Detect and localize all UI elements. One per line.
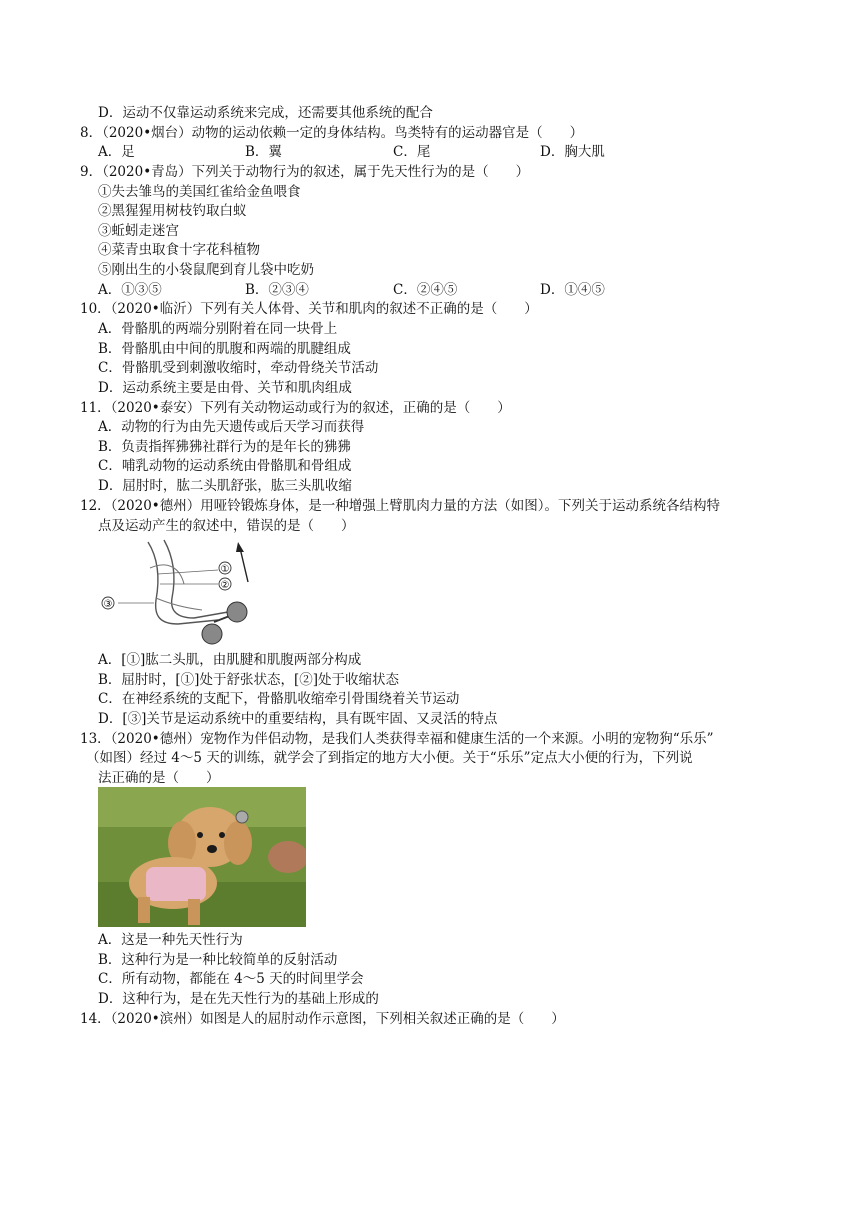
q9-option-b: B．②③④: [245, 282, 309, 298]
q11-option-b: B．负责指挥狒狒社群行为的是年长的狒狒: [98, 439, 351, 455]
q13-option-b: B．这种行为是一种比较简单的反射活动: [98, 952, 338, 968]
q13-option-c: C．所有动物，都能在 4～5 天的时间里学会: [98, 971, 364, 987]
q13-stem-line2: （如图）经过 4～5 天的训练，就学会了到指定的地方大小便。关于“乐乐”定点大小便的行为，下列说: [86, 750, 693, 766]
q13-stem-line3: 法正确的是（ ）: [98, 770, 220, 786]
figure-label-3: ③: [103, 599, 113, 610]
figure-label-1: ①: [220, 564, 230, 575]
arm-dumbbell-figure: [98, 538, 273, 650]
q12-option-c: C．在神经系统的支配下，骨骼肌收缩牵引骨围绕着关节运动: [98, 691, 460, 707]
q12-option-d: D．[③]关节是运动系统中的重要结构，具有既牢固、又灵活的特点: [98, 711, 498, 727]
q10-option-d: D．运动系统主要是由骨、关节和肌肉组成: [98, 380, 352, 396]
q9-statement-2: ②黑猩猩用树枝钓取白蚁: [98, 203, 247, 219]
q9-option-a: A．①③⑤: [98, 282, 162, 298]
q13-stem-line1: 13．（2020•德州）宠物作为伴侣动物，是我们人类获得幸福和健康生活的一个来源。小明的宠物狗“乐乐”: [80, 731, 714, 747]
q11-stem: 11．（2020•泰安）下列有关动物运动或行为的叙述，正确的是（ ）: [80, 400, 511, 416]
q10-option-a: A．骨骼肌的两端分别附着在同一块骨上: [98, 321, 338, 337]
q13-option-d: D．这种行为，是在先天性行为的基础上形成的: [98, 991, 379, 1007]
q7-option-d: D．运动不仅靠运动系统来完成，还需要其他系统的配合: [98, 105, 433, 121]
q12-stem-line1: 12．（2020•德州）用哑铃锻炼身体，是一种增强上臂肌肉力量的方法（如图）。下列关于运动系统各结构特: [80, 498, 720, 514]
q12-option-b: B．屈肘时，[①]处于舒张状态，[②]处于收缩状态: [98, 672, 399, 688]
q11-option-d: D．屈肘时，肱二头肌舒张，肱三头肌收缩: [98, 478, 352, 494]
q8-option-d: D．胸大肌: [540, 144, 605, 160]
q9-statement-4: ④菜青虫取食十字花科植物: [98, 242, 260, 258]
q8-option-c: C．尾: [393, 144, 431, 160]
q10-option-c: C．骨骼肌受到刺激收缩时，牵动骨绕关节活动: [98, 360, 379, 376]
q13-option-a: A．这是一种先天性行为: [98, 932, 243, 948]
q8-option-a: A．足: [98, 144, 135, 160]
q9-statement-5: ⑤刚出生的小袋鼠爬到育儿袋中吃奶: [98, 262, 314, 278]
q9-statement-3: ③蚯蚓走迷宫: [98, 223, 179, 239]
q9-stem: 9．（2020•青岛）下列关于动物行为的叙述，属于先天性行为的是（ ）: [80, 164, 530, 180]
figure-label-2: ②: [220, 580, 230, 591]
q9-option-c: C．②④⑤: [393, 282, 458, 298]
q12-stem-line2: 点及运动产生的叙述中，错误的是（ ）: [98, 518, 355, 534]
q11-option-a: A．动物的行为由先天遗传或后天学习而获得: [98, 419, 365, 435]
q12-option-a: A．[①]肱二头肌，由肌腱和肌腹两部分构成: [98, 652, 362, 668]
q10-option-b: B．骨骼肌由中间的肌腹和两端的肌腱组成: [98, 341, 351, 357]
q11-option-c: C．哺乳动物的运动系统由骨骼肌和骨组成: [98, 458, 352, 474]
q10-stem: 10．（2020•临沂）下列有关人体骨、关节和肌肉的叙述不正确的是（ ）: [80, 301, 538, 317]
q9-statement-1: ①失去雏鸟的美国红雀给金鱼喂食: [98, 184, 301, 200]
dog-photo: [98, 787, 306, 927]
q8-stem: 8．（2020•烟台）动物的运动依赖一定的身体结构。鸟类特有的运动器官是（ ）: [80, 125, 584, 141]
q8-option-b: B．翼: [245, 144, 282, 160]
q9-option-d: D．①④⑤: [540, 282, 605, 298]
q14-stem: 14．（2020•滨州）如图是人的屈肘动作示意图，下列相关叙述正确的是（ ）: [80, 1011, 565, 1027]
